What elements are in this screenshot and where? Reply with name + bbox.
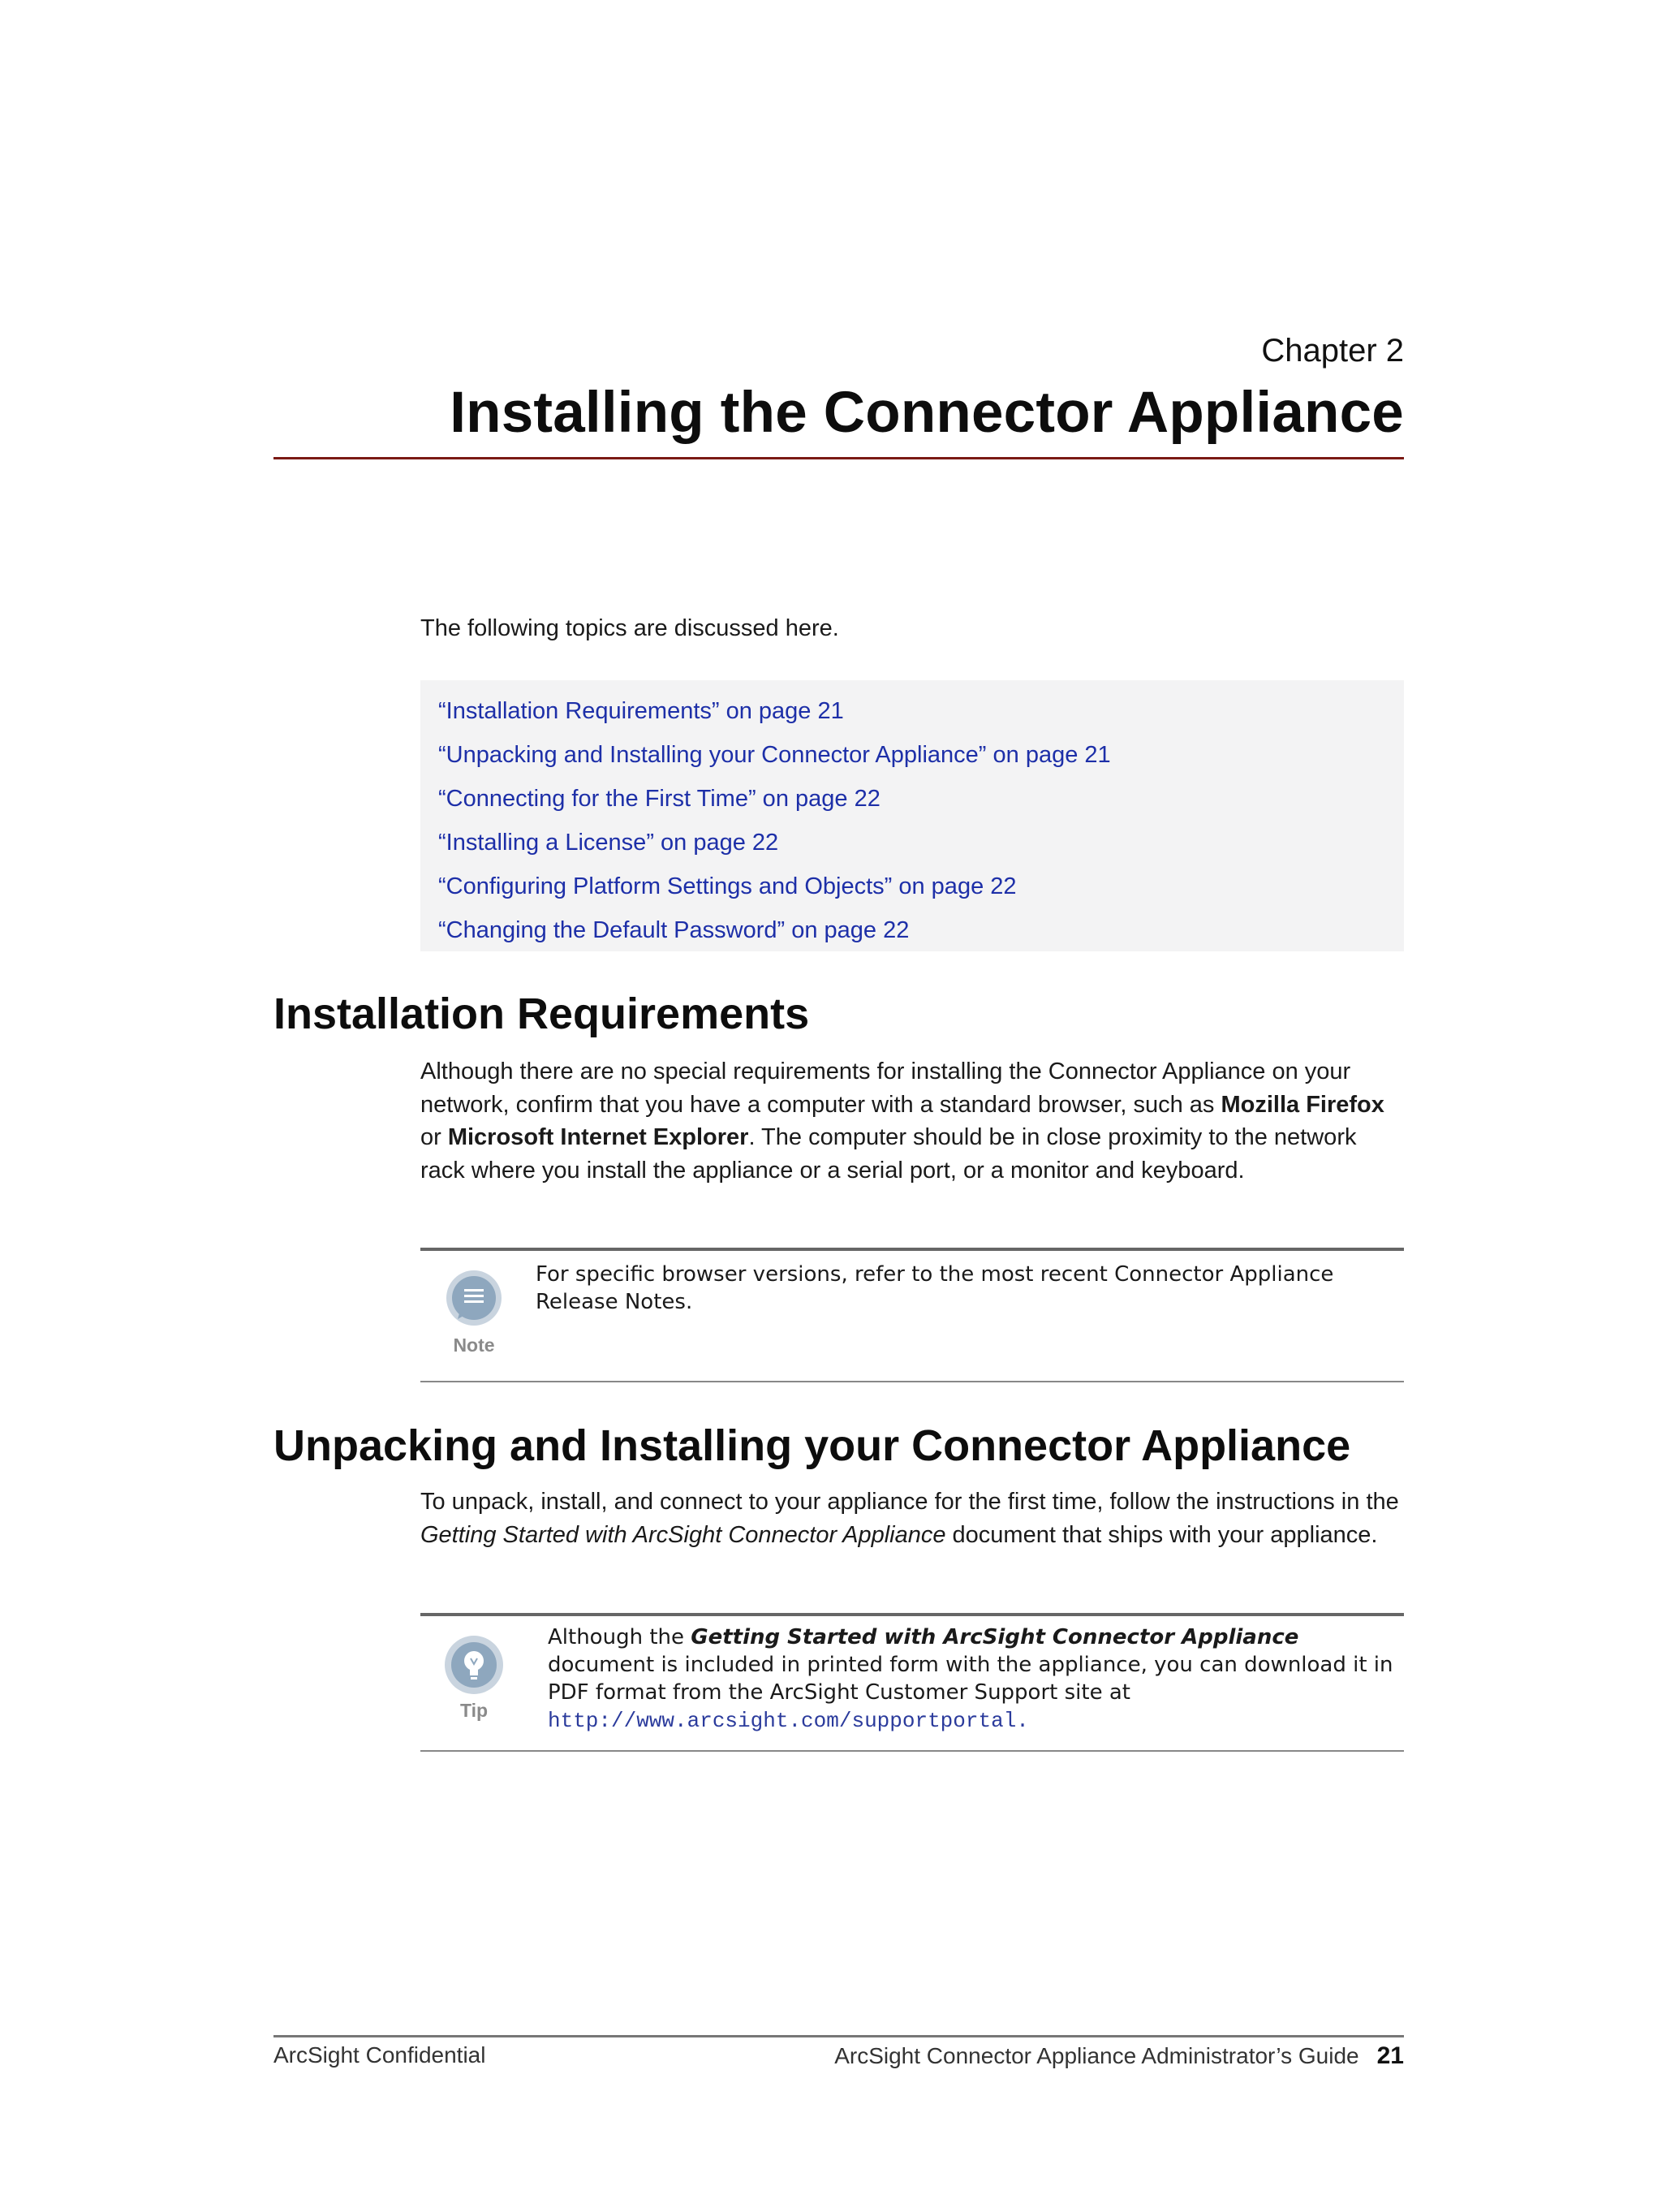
browser-name-ie: Microsoft Internet Explorer xyxy=(447,1124,749,1150)
topics-list-box xyxy=(420,680,1404,951)
chapter-title: Installing the Connector Appliance xyxy=(450,381,1404,445)
topic-link-installing-license[interactable]: “Installing a License” on page 22 xyxy=(438,830,779,856)
tip-doc-title: Getting Started with ArcSight Connector Appliance xyxy=(691,1625,1299,1649)
note-bubble-icon xyxy=(443,1269,505,1330)
unpacking-text-start: To unpack, install, and connect to your appliance for the first time, follow the instructions in the xyxy=(420,1489,1399,1515)
tip-text-end: document is included in printed form with the appliance, you can download it in PDF format from the ArcSight Customer Support site at xyxy=(548,1653,1393,1705)
tip-bottom-rule xyxy=(420,1750,1404,1752)
note-bottom-rule xyxy=(420,1381,1404,1382)
page-number: 21 xyxy=(1376,2042,1404,2069)
unpacking-paragraph xyxy=(420,1485,1404,1551)
note-icon-label: Note xyxy=(453,1335,495,1356)
intro-text: The following topics are discussed here. xyxy=(420,615,839,641)
topic-link-unpacking-installing[interactable]: “Unpacking and Installing your Connector Appliance” on page 21 xyxy=(438,742,1111,768)
unpacking-text-end: document that ships with your appliance. xyxy=(945,1521,1378,1548)
topic-link-installation-requirements[interactable]: “Installation Requirements” on page 21 xyxy=(438,698,844,724)
support-portal-link[interactable]: http://www.arcsight.com/supportportal. xyxy=(548,1709,1029,1733)
footer-confidential: ArcSight Confidential xyxy=(273,2042,486,2068)
note-icon xyxy=(437,1269,510,1356)
browser-name-firefox: Mozilla Firefox xyxy=(1221,1091,1384,1118)
footer-guide-name: ArcSight Connector Appliance Administrator’s Guide xyxy=(834,2043,1359,2068)
note-top-rule xyxy=(420,1248,1404,1251)
topic-link-connecting-first-time[interactable]: “Connecting for the First Time” on page 22 xyxy=(438,786,881,812)
lightbulb-icon xyxy=(443,1634,505,1696)
chapter-label: Chapter 2 xyxy=(1261,333,1404,369)
footer-rule xyxy=(273,2035,1404,2037)
tip-text xyxy=(548,1623,1404,1735)
requirements-text-or: or xyxy=(420,1124,448,1150)
requirements-text-start: Although there are no special requirements for installing the Connector Appliance on your network, confirm that you have a computer with a standard browser, such as xyxy=(420,1059,1351,1118)
topic-link-configuring-platform[interactable]: “Configuring Platform Settings and Objects” on page 22 xyxy=(438,873,1017,899)
tip-top-rule xyxy=(420,1613,1404,1616)
chapter-title-rule xyxy=(273,457,1404,459)
requirements-text-end: . The computer should be in close proximity to the network rack where you install the appliance or a serial port, or a monitor and keyboard. xyxy=(420,1124,1357,1184)
requirements-paragraph xyxy=(420,1055,1404,1187)
topics-list xyxy=(420,680,1404,952)
footer-guide-title xyxy=(834,2042,1404,2070)
topic-link-changing-password[interactable]: “Changing the Default Password” on page 22 xyxy=(438,917,910,943)
note-text: For specific browser versions, refer to the most recent Connector Appliance Release Notes. xyxy=(536,1262,1334,1314)
section-heading-unpacking: Unpacking and Installing your Connector Appliance xyxy=(273,1421,1351,1470)
section-heading-installation-requirements: Installation Requirements xyxy=(273,990,810,1038)
tip-icon xyxy=(437,1634,510,1722)
unpacking-doc-title: Getting Started with ArcSight Connector Appliance xyxy=(420,1521,946,1548)
tip-text-start: Although the xyxy=(548,1625,691,1649)
tip-icon-label: Tip xyxy=(459,1700,489,1721)
